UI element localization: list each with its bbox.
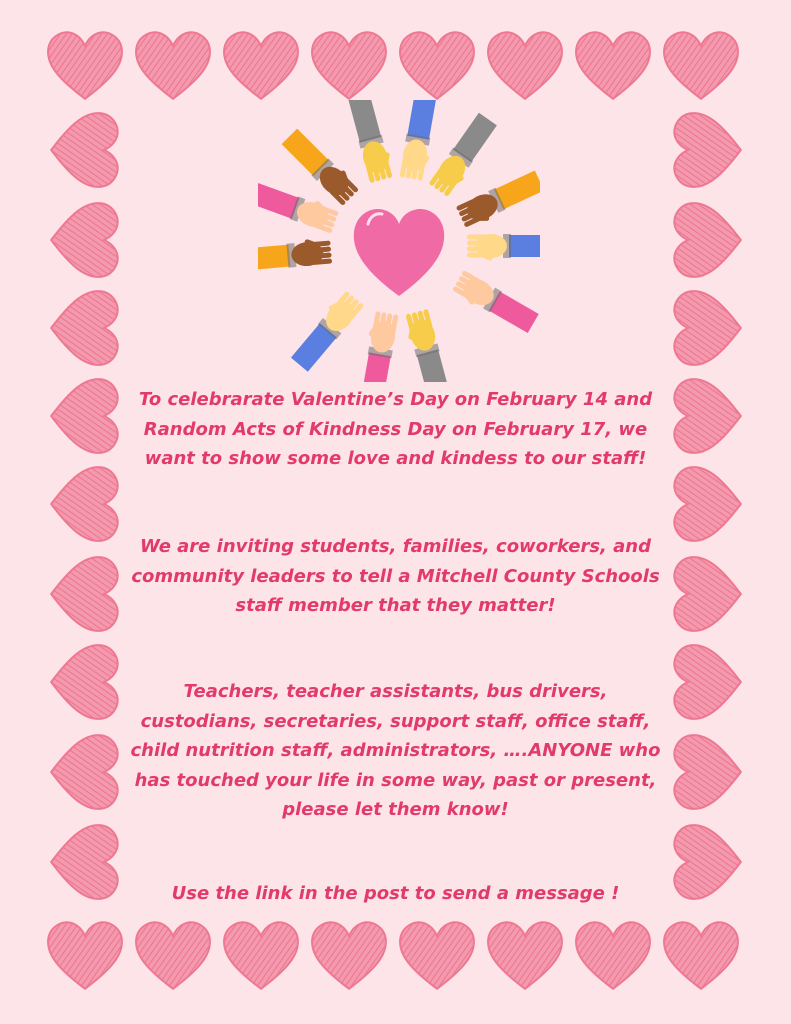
hands-around-heart-icon xyxy=(258,100,540,382)
border-heart-icon xyxy=(664,32,738,98)
reaching-hand-icon xyxy=(357,310,399,382)
border-heart-icon xyxy=(51,467,117,541)
reaching-hand-icon xyxy=(288,288,365,372)
message-paragraph-staff-list: Teachers, teacher assistants, bus drivers, custodians, secretaries, support staff, office staff, child nutrition staff, administrators, ….ANYONE who has touched your life in some way, past or present, please let them know! xyxy=(130,681,661,820)
border-heart-icon xyxy=(136,922,210,988)
border-heart-icon xyxy=(312,32,386,98)
border-heart-icon xyxy=(51,645,117,719)
border-heart-icon xyxy=(674,825,740,899)
border-heart-icon xyxy=(488,922,562,988)
reaching-hand-icon xyxy=(281,126,362,207)
border-heart-icon xyxy=(48,922,122,988)
border-heart-icon xyxy=(674,113,740,187)
border-heart-icon xyxy=(576,922,650,988)
message-paragraph-celebrate: To celebrarate Valentine’s Day on February 14 and Random Acts of Kindness Day on February 17, we want to show some love and kindess to our staff! xyxy=(138,389,653,469)
border-heart-icon xyxy=(224,922,298,988)
message-paragraph-link: Use the link in the post to send a message ! xyxy=(171,883,620,904)
border-heart-icon xyxy=(664,922,738,988)
border-heart-icon xyxy=(51,113,117,187)
border-heart-icon xyxy=(51,825,117,899)
reaching-hand-icon xyxy=(456,170,540,232)
reaching-hand-icon xyxy=(467,234,540,261)
border-heart-icon xyxy=(51,557,117,631)
border-heart-icon xyxy=(674,645,740,719)
border-heart-icon xyxy=(488,32,562,98)
border-heart-icon xyxy=(400,922,474,988)
border-heart-icon xyxy=(51,291,117,365)
border-heart-icon xyxy=(674,291,740,365)
center-heart-icon xyxy=(354,209,444,296)
reaching-hand-icon xyxy=(428,112,500,199)
reaching-hand-icon xyxy=(258,237,332,272)
border-heart-icon xyxy=(51,735,117,809)
border-heart-icon xyxy=(51,203,117,277)
reaching-hand-icon xyxy=(347,100,396,183)
reaching-hand-icon xyxy=(450,270,539,337)
border-heart-icon xyxy=(674,379,740,453)
border-heart-icon xyxy=(400,32,474,98)
border-heart-icon xyxy=(136,32,210,98)
message-paragraph-inviting: We are inviting students, families, coworkers, and community leaders to tell a Mitchell County Schools staff member that they matter! xyxy=(131,536,660,616)
border-heart-icon xyxy=(48,32,122,98)
border-heart-icon xyxy=(674,735,740,809)
reaching-hand-icon xyxy=(402,309,451,382)
border-heart-icon xyxy=(224,32,298,98)
border-heart-icon xyxy=(674,557,740,631)
reaching-hand-icon xyxy=(399,100,441,182)
border-heart-icon xyxy=(51,379,117,453)
border-heart-icon xyxy=(674,467,740,541)
border-heart-icon xyxy=(674,203,740,277)
border-heart-icon xyxy=(576,32,650,98)
border-heart-icon xyxy=(312,922,386,988)
